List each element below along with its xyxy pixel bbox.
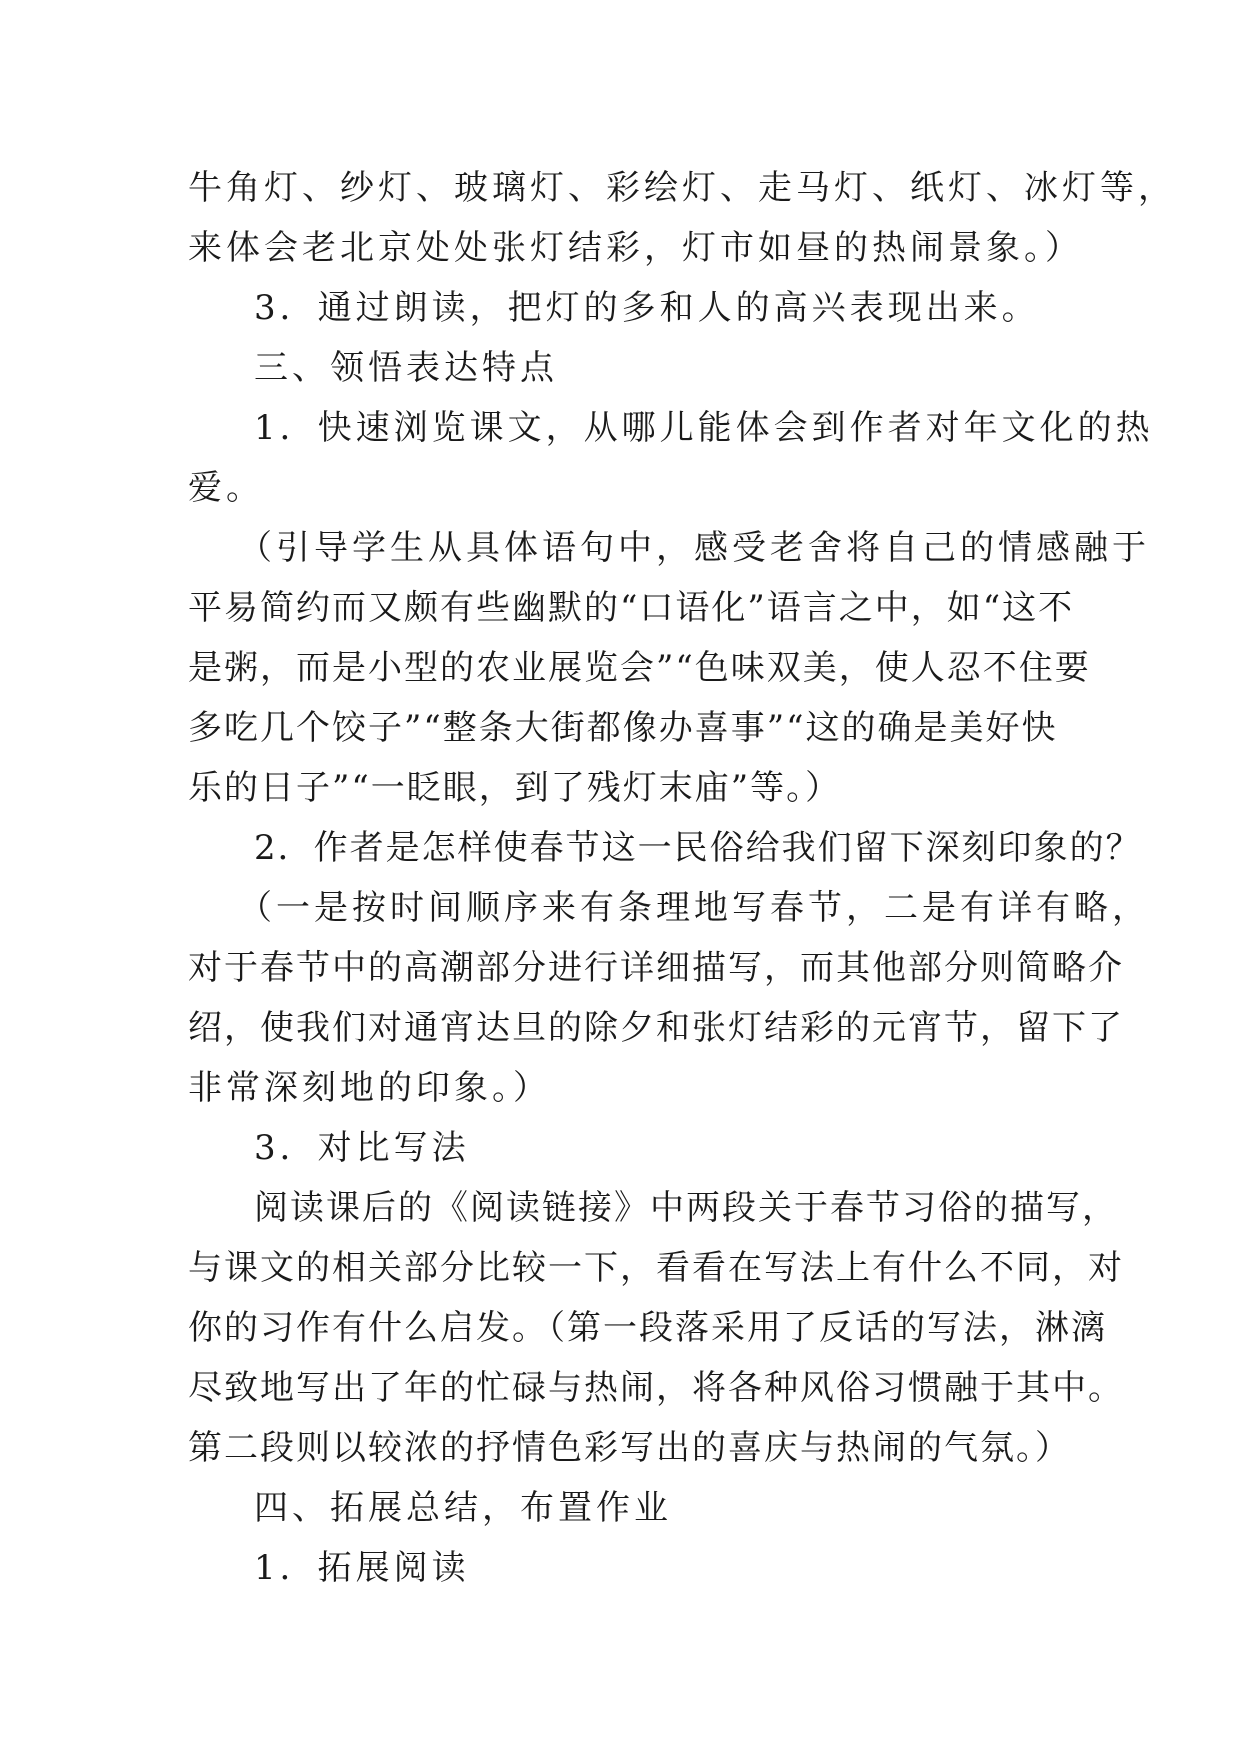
section-heading: 四、拓展总结，布置作业 [254,1488,672,1528]
text-line: 平易简约而又颇有些幽默的“口语化”语言之中，如“这不 [188,588,1075,628]
text-line: （一是按时间顺序来有条理地写春节，二是有详有略， [238,888,1150,928]
text-line: 多吃几个饺子”“整条大街都像办喜事”“这的确是美好快 [188,708,1058,748]
text-line: 第二段则以较浓的抒情色彩写出的喜庆与热闹的气氛。） [188,1428,1071,1468]
text-line: 来体会老北京处处张灯结彩，灯市如昼的热闹景象。） [188,228,1083,268]
text-line: 非常深刻地的印象。） [188,1068,551,1108]
section-heading: 三、领悟表达特点 [254,348,558,388]
text-line: 3．通过朗读，把灯的多和人的高兴表现出来。 [254,288,1040,328]
text-line: 绍，使我们对通宵达旦的除夕和张灯结彩的元宵节，留下了 [188,1008,1124,1048]
text-line: 3．对比写法 [254,1128,470,1168]
text-line: 你的习作有什么启发。（第一段落采用了反话的写法，淋漓 [188,1308,1107,1348]
text-line: 乐的日子”“一眨眼，到了残灯末庙”等。） [188,768,842,808]
text-line: （引导学生从具体语句中，感受老舍将自己的情感融于 [238,528,1150,568]
text-line: 1．拓展阅读 [254,1548,470,1588]
text-line: 尽致地写出了年的忙碌与热闹，将各种风俗习惯融于其中。 [188,1368,1124,1408]
text-line: 是粥，而是小型的农业展览会”“色味双美，使人忍不住要 [188,648,1091,688]
text-line: 阅读课后的《阅读链接》中两段关于春节习俗的描写， [254,1188,1118,1228]
text-line: 爱。 [188,468,264,508]
text-line: 对于春节中的高潮部分进行详细描写，而其他部分则简略介 [188,948,1124,988]
document-body [188,158,1176,1598]
text-line: 牛角灯、纱灯、玻璃灯、彩绘灯、走马灯、纸灯、冰灯等， [188,168,1176,208]
text-line: 2．作者是怎样使春节这一民俗给我们留下深刻印象的？ [254,828,1142,868]
text-line: 1．快速浏览课文，从哪儿能体会到作者对年文化的热 [254,408,1154,448]
text-line: 与课文的相关部分比较一下，看看在写法上有什么不同，对 [188,1248,1124,1288]
